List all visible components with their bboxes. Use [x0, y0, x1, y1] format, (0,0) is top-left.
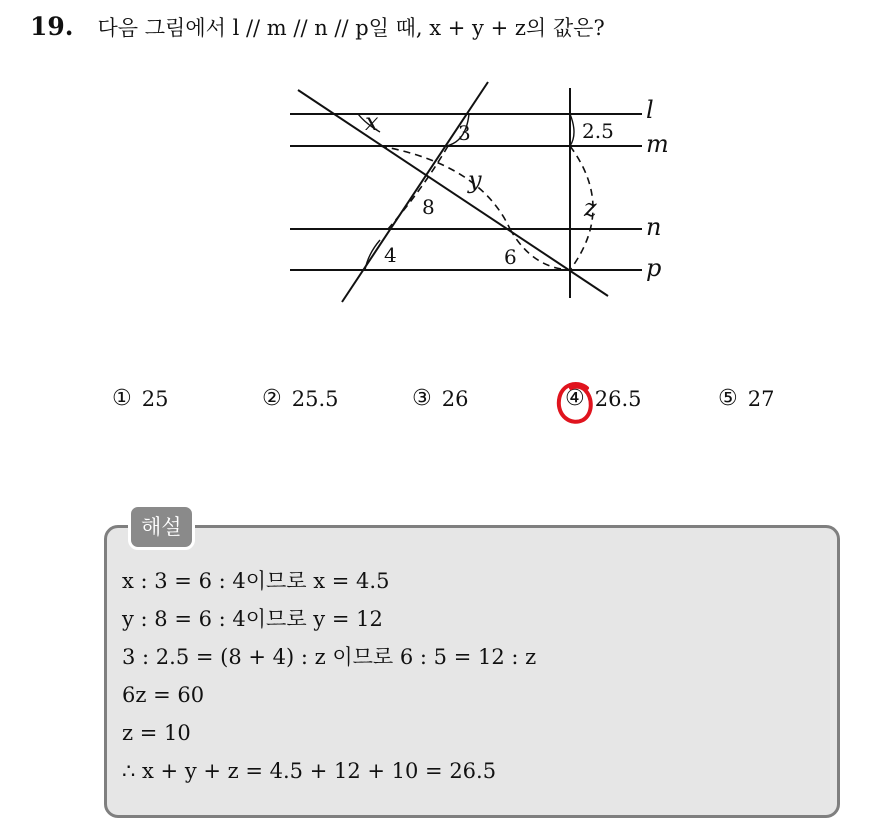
solution-title: 해설	[128, 504, 195, 550]
question-header	[30, 12, 605, 52]
choice-5-mark: ⑤	[718, 386, 738, 411]
solution-line-1: x : 3 = 6 : 4이므로 x = 4.5	[122, 569, 390, 593]
answer-choices	[0, 386, 884, 426]
label-8: 8	[422, 195, 435, 219]
choice-5[interactable]	[718, 386, 774, 411]
choice-2-value: 25.5	[291, 386, 339, 411]
choice-4-mark: ④	[565, 386, 585, 411]
label-x: x	[365, 108, 379, 136]
choice-5-value: 27	[747, 386, 775, 411]
solution-line-4: 6z = 60	[122, 683, 205, 707]
label-4: 4	[384, 243, 397, 267]
label-y: y	[468, 166, 482, 194]
choice-2[interactable]	[262, 386, 339, 411]
label-z: z	[584, 194, 597, 222]
label-2.5: 2.5	[582, 119, 614, 143]
choice-1[interactable]	[112, 386, 168, 411]
choice-3-value: 26	[441, 386, 469, 411]
answer-circle-mark	[555, 380, 595, 428]
label-line-m: m	[646, 130, 669, 158]
label-6: 6	[504, 245, 517, 269]
question-text: 다음 그림에서 l // m // n // p일 때, x + y + z의 값은?	[97, 16, 605, 40]
choice-3-mark: ③	[412, 386, 432, 411]
solution-line-6: ∴ x + y + z = 4.5 + 12 + 10 = 26.5	[122, 759, 497, 783]
choice-3[interactable]	[412, 386, 468, 411]
choice-1-mark: ①	[112, 386, 132, 411]
label-3: 3	[458, 121, 471, 145]
choice-2-mark: ②	[262, 386, 282, 411]
label-line-l: l	[646, 96, 654, 124]
transversal-descending	[298, 90, 608, 296]
solution-line-5: z = 10	[122, 721, 191, 745]
label-line-p: p	[646, 254, 662, 282]
solution-line-3: 3 : 2.5 = (8 + 4) : z 이므로 6 : 5 = 12 : z	[122, 645, 537, 669]
solution-lines	[122, 562, 536, 790]
question-number: 19.	[30, 12, 74, 41]
choice-4-value: 26.5	[594, 386, 642, 411]
solution-line-2: y : 8 = 6 : 4이므로 y = 12	[122, 607, 383, 631]
geometry-figure-svg	[270, 72, 690, 322]
label-line-n: n	[646, 213, 662, 241]
geometry-figure	[270, 72, 690, 322]
choice-1-value: 25	[141, 386, 169, 411]
